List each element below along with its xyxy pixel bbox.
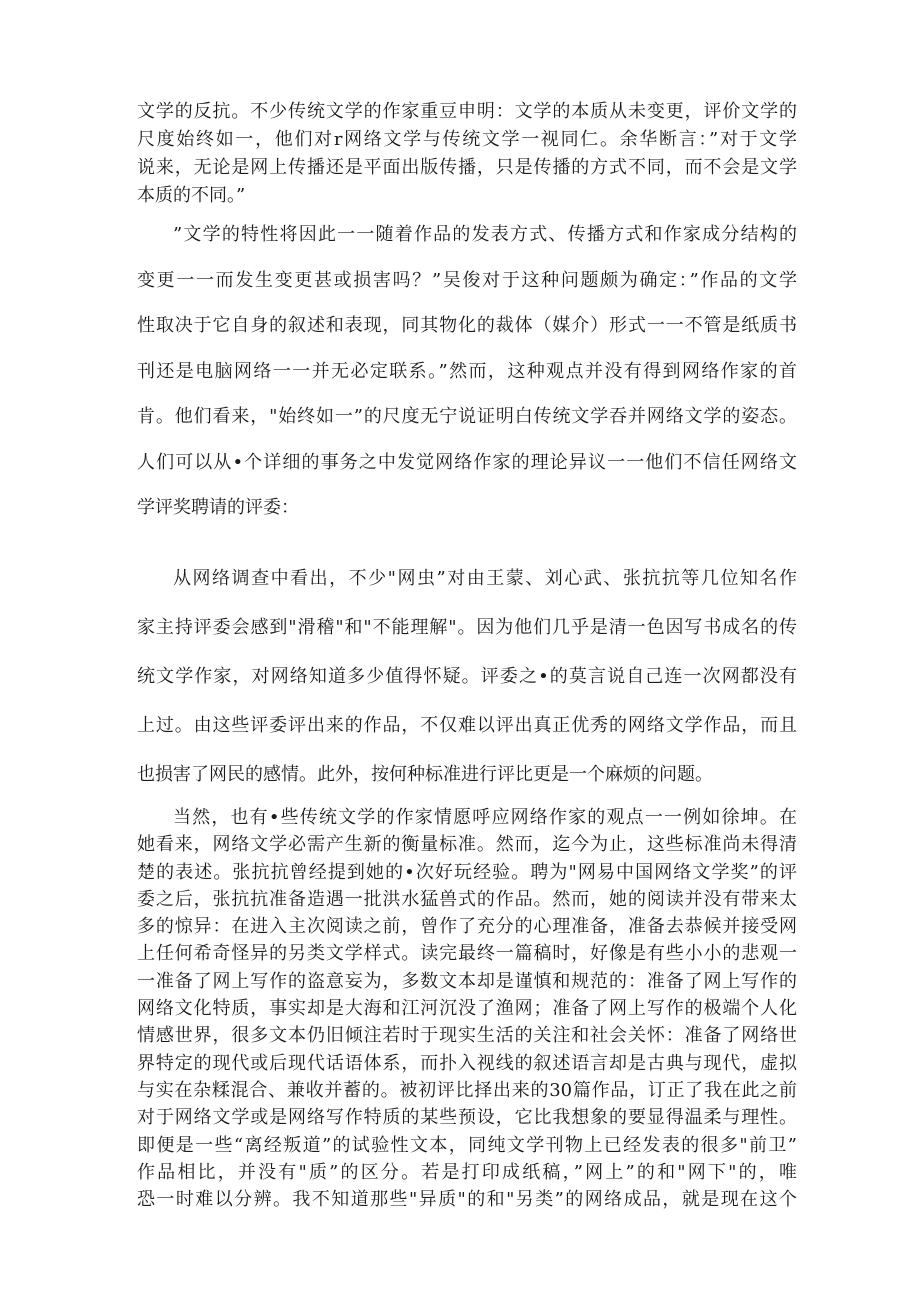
text-line: 上过。由这些评委评出来的作品，不仅难以评出真正优秀的网络文学作品，而且 bbox=[137, 715, 797, 736]
text-line: 变更一一而发生变更甚或损害吗？”吴俊对于这种问题颇为确定：”作品的文学 bbox=[137, 269, 797, 291]
text-line: 界特定的现代或后现代话语体系，而扑入视线的叙述语言却是古典与现代，虚拟 bbox=[137, 1052, 797, 1074]
text-line: 从网络调查中看出，不少"网虫”对由王蒙、刘心武、张抗抗等几位知名作 bbox=[173, 568, 797, 589]
text-line: 对于网络文学或是网络写作特质的某些预设，它比我想象的要显得温柔与理性。 bbox=[137, 1107, 797, 1129]
text-line: 她看来，网络文学必需产生新的衡量标准。然而，迄今为止，这些标准尚未得清 bbox=[137, 834, 797, 856]
text-line: 肯。他们看来，"始终如一”的尺度无宁说证明白传统文学吞并网络文学的姿态。 bbox=[137, 406, 797, 427]
paragraph-2 bbox=[137, 212, 797, 531]
text-line: 委之后，张抗抗准备造遇一批洪水猛兽式的作品。然而，她的阅读并没有带来太 bbox=[137, 888, 797, 910]
paragraph-1 bbox=[137, 98, 797, 210]
text-line: ”文学的特性将因此一一随着作品的发表方式、传播方式和作家成分结构的 bbox=[173, 224, 797, 245]
text-line: 性取决于它自身的叙述和表现，同其物化的裁体（媒介）形式一一不管是纸质书 bbox=[137, 315, 797, 336]
text-line: 尺度始终如一，他们对r网络文学与传统文学一视同仁。余华断言：”对于文学 bbox=[137, 129, 797, 150]
text-line: 本质的不同。” bbox=[137, 185, 246, 206]
text-line: 楚的表述。张抗抗曾经提到她的•次好玩经验。聘为"网易中国网络文学奖”的评 bbox=[137, 861, 797, 883]
text-line: 家主持评委会感到"滑稽"和"不能理解"。因为他们几乎是清一色因写书成名的传 bbox=[137, 617, 797, 638]
text-line: 当然，也有•些传统文学的作家情愿呼应网络作家的观点一一例如徐坤。在 bbox=[173, 807, 797, 828]
text-line: 网络文化特质，事实却是大海和江河沉没了渔网；准备了网上写作的极端个人化 bbox=[137, 998, 797, 1020]
text-line: 学评奖聘请的评委： bbox=[137, 497, 299, 518]
text-line: 情感世界，很多文本仍旧倾注若时于现实生活的关注和社会关怀：准备了网络世 bbox=[137, 1025, 797, 1047]
text-line: 统文学作家，对网络知道多少值得怀疑。评委之•的莫言说自己连一次网都没有 bbox=[137, 666, 797, 687]
text-line: 多的惊异：在进入主次阅读之前，曾作了充分的心理准备，准备去恭候并接受网 bbox=[137, 916, 797, 938]
text-line: 也损害了网民的感情。此外，按何种标准进行评比更是一个麻烦的问题。 bbox=[137, 764, 713, 785]
text-line: 即便是一些“离经叛道”的试验性文本，同纯文学刊物上已经发表的很多"前卫” bbox=[137, 1134, 797, 1156]
text-line: 人们可以从•个详细的事务之中发觉网络作家的理论异议一一他们不信任网络文 bbox=[137, 451, 797, 473]
paragraph-3 bbox=[137, 554, 797, 799]
paragraph-4 bbox=[137, 804, 797, 1213]
text-line: 恐一时难以分辨。我不知道那些"异质"的和"另类”的网络成品，就是现在这个 bbox=[137, 1189, 797, 1211]
text-line: 作品相比，并没有"质”的区分。若是打印成纸稿，”网上”的和"网下"的，唯 bbox=[137, 1161, 797, 1183]
text-line: 上任何希奇怪异的另类文学样式。读完最终一篇稿时，好像是有些小小的悲观一 bbox=[137, 943, 797, 965]
text-line: 一准备了网上写作的盗意妄为，多数文本却是谨慎和规范的：准备了网上写作的 bbox=[137, 970, 797, 992]
text-line: 文学的反抗。不少传统文学的作家重豆申明：文学的本质从未变更，评价文学的 bbox=[137, 101, 797, 122]
text-line: 与实在杂糅混合、兼收并蓄的。被初评比择出来的30篇作品，订正了我在此之前 bbox=[137, 1079, 797, 1101]
text-line: 说来，无论是网上传播还是平面出版传播，只是传播的方式不同，而不会是文学 bbox=[137, 157, 797, 178]
text-line: 刊还是电脑网络一一并无必定联系。”然而，这种观点并没有得到网络作家的首 bbox=[137, 360, 797, 382]
